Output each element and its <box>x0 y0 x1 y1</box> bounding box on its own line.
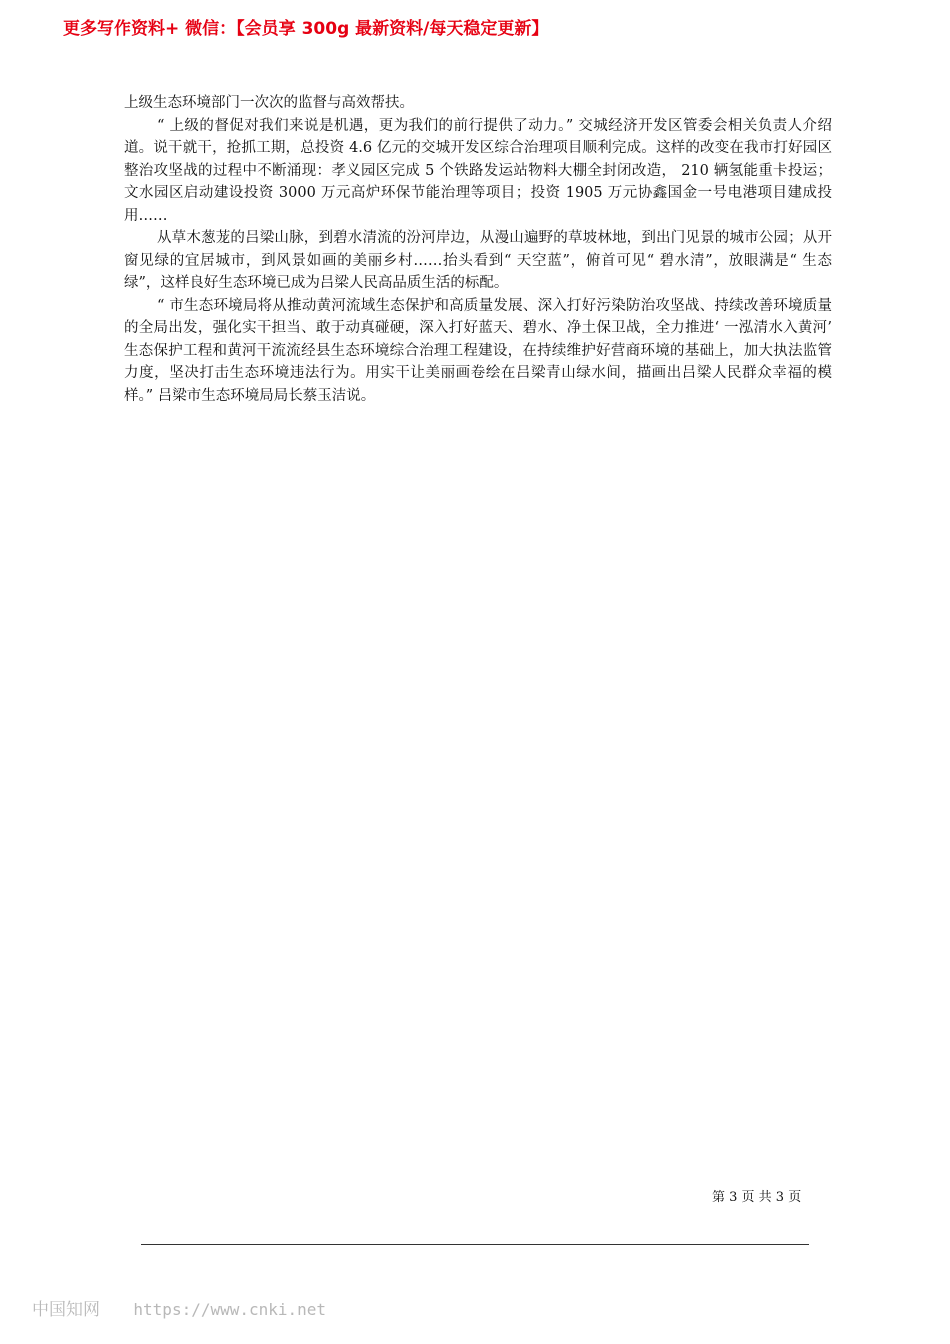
paragraph-landscape: 从草木葱茏的吕梁山脉，到碧水清流的汾河岸边，从漫山遍野的草坡林地，到出门见景的城市公园；从开窗见绿的宜居城市，到风景如画的美丽乡村……抬头看到“ 天空蓝”，俯首可见“ 碧水清”，放眼满是“ 生态绿”，这样良好生态环境已成为吕梁人民高品质生活的标配。 <box>124 230 832 291</box>
page-indicator: 第 3 页 共 3 页 <box>712 1190 802 1205</box>
paragraph-quote-bureau: “ 市生态环境局将从推动黄河流域生态保护和高质量发展、深入打好污染防治攻坚战、持续改善环境质量的全局出发，强化实干担当、敢于动真碰硬，深入打好蓝天、碧水、净土保卫战，全力推进‘ 一泓清水入黄河’ 生态保护工程和黄河干流流经县生态环境综合治理工程建设，在持续维护好营商环境的基础上，加大执法监管力度，坚决打击生态环境违法行为。用实干让美丽画卷绘在吕梁青山绿水间，描画出吕梁人民群众幸福的模样。” 吕梁市生态环境局局长蔡玉洁说。 <box>124 297 832 404</box>
watermark-url: https://www.cnki.net <box>133 1300 327 1319</box>
watermark-logo-text: 中国知网 <box>32 1300 100 1320</box>
paragraph-quote-jiaocheng: “ 上级的督促对我们来说是机遇，更为我们的前行提供了动力。” 交城经济开发区管委会相关负责人介绍道。说干就干，抢抓工期，总投资 4.6 亿元的交城开发区综合治理项目顺利完成。这样的改变在我市打好园区整治攻坚战的过程中不断涌现：孝义园区完成 5 个铁路发运站物料大棚全封闭改造， 210 辆氢能重卡投运； 文水园区启动建设投资 3000 万元高炉环保节能治理等项目；投资 1905 万元协鑫国金一号电港项目建成投用…… <box>124 117 832 224</box>
promo-banner: 更多写作资料+ 微信：【会员享 300g 最新资料/每天稳定更新】 <box>63 19 549 39</box>
cnki-watermark <box>32 1295 326 1320</box>
footer-divider <box>141 1244 809 1245</box>
article-body <box>124 92 832 407</box>
paragraph-continuation: 上级生态环境部门一次次的监督与高效帮扶。 <box>124 95 414 111</box>
